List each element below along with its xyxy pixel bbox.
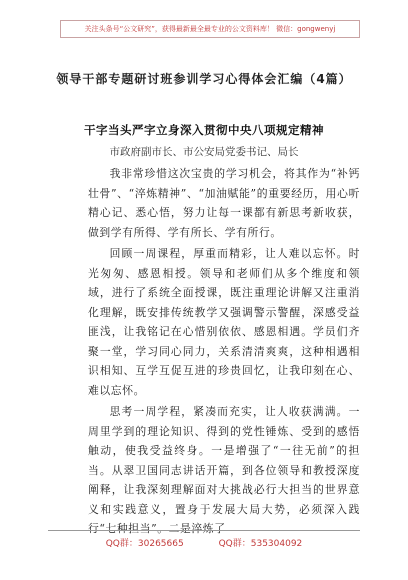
- author-byline: 市政府副市长、市公安局党委书记、局长: [109, 146, 299, 158]
- paragraph: 回顾一周课程，厚重而精彩，让人难以忘怀。时光匆匆、感恩相授。领导和老师们从多个维度和领域，进行了系统全面授课，既注重理论讲解又注重消化理解，既安排传统教学又强调警示警醒，深感受益匪浅，让我铭记在心惜别依依、感恩相遇。学员们齐聚一堂，学习同心同力，关系清清爽爽，这种相遇相识相知、互学互促互进的珍贵回忆，让我印刻在心、难以忘怀。: [88, 247, 360, 397]
- footer-qq-group-1: QQ群：30265665: [105, 539, 184, 549]
- header-note: 关注头条号“公文研究”，获得最新最全最专业的公文资料库！ 微信：gongwenyj: [84, 25, 336, 33]
- paragraph: 思考一周学程，紧凑而充实，让人收获满满。一周里学到的理论知识、得到的党性锤炼、受到的感悟触动，使我受益终身。一是增强了“一往无前”的担当。从翠卫国同志讲话开篇，到各位领导和教授深度阐释，让我深刻理解面对大挑战必行大担当的世界意义和实践意义，置身于发展大局大势，必须深入践行“七种担当”。二是淬炼了: [88, 405, 360, 535]
- document-title: 领导干部专题研讨班参训学习心得体会汇编（4篇）: [56, 72, 352, 86]
- footer: [0, 536, 408, 549]
- header-banner: [60, 20, 360, 38]
- footer-qq-group-2: QQ群：535304092: [218, 539, 303, 549]
- article-body: [88, 164, 360, 539]
- paragraph: 我非常珍惜这次宝贵的学习机会，将其作为“补钙壮骨”、“淬炼精神”、“加油赋能”的重要经历，用心听精心记、悉心悟，努力让每一课都有新思考新收获，做到学有所得、学有所长、学有所行。: [88, 167, 360, 239]
- footer-divider: [48, 530, 360, 531]
- article-title: 干字当头严字立身深入贯彻中央八项规定精神: [84, 123, 324, 137]
